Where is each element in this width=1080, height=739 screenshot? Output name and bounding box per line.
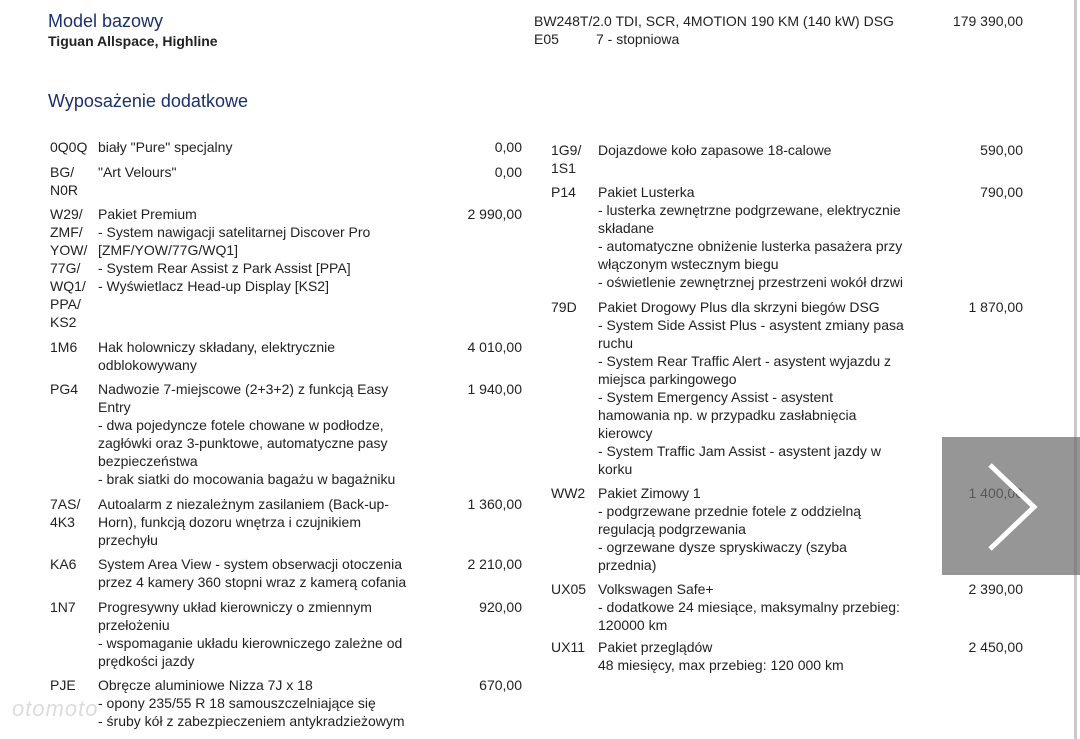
engine-line: BW248T/2.0 TDI, SCR, 4MOTION 190 KM (140 kW) DSG <box>534 13 894 29</box>
option-desc: System Area View - system obserwacji otoczenia przez 4 kamery 360 stopni wraz z kamerą cofania <box>98 556 407 590</box>
option-code: UX11 <box>551 639 585 655</box>
option-desc: Pakiet Premium - System nawigacji satelitarnej Discover Pro [ZMF/YOW/77G/WQ1] - System Rear Assist z Park Assist [PPA] - Wyświetlacz Head-up Display [KS2] <box>98 206 371 294</box>
option-desc: biały "Pure" specjalny <box>98 139 233 155</box>
option-desc: Obręcze aluminiowe Nizza 7J x 18 - opony 235/55 R 18 samouszczelniające się - śruby kół z zabezpieczeniem antykradzieżowym <box>98 677 405 729</box>
watermark: otomoto <box>12 696 99 721</box>
option-code: 1N7 <box>50 599 76 615</box>
option-price: 4 010,00 <box>467 339 522 355</box>
option-desc: "Art Velours" <box>98 164 177 180</box>
option-code: PG4 <box>50 381 79 397</box>
option-desc: Dojazdowe koło zapasowe 18-calowe <box>598 142 832 158</box>
option-price: 790,00 <box>980 184 1023 200</box>
option-price: 2 390,00 <box>968 581 1023 597</box>
option-desc: Pakiet Zimowy 1 - podgrzewane przednie fotele z oddzielną regulacją podgrzewania - ogrzewane dysze spryskiwaczy (szyba przednia) <box>598 485 862 573</box>
option-desc: Pakiet Lusterka - lusterka zewnętrzne podgrzewane, elektrycznie składane - automatyczne obniżenie lusterka pasażera przy włączonym wstecznym biegu - oświetlenie zewnętrznej przestrzeni wokół drzwi <box>598 184 904 290</box>
option-desc: Pakiet przeglądów 48 miesięcy, max przebieg: 120 000 km <box>598 639 844 673</box>
option-desc: Nadwozie 7-miejscowe (2+3+2) z funkcją Easy Entry - dwa pojedyncze fotele chowane w podłodze, zagłówki oraz 3-punktowe, automatyczne pasy bezpieczeństwa - brak siatki do mocowania bagażu w bagażniku <box>98 381 396 487</box>
option-code: 0Q0Q <box>50 139 88 155</box>
options-title: Wyposażenie dodatkowe <box>48 91 248 111</box>
model-name: Tiguan Allspace, Highline <box>48 33 218 49</box>
option-price: 0,00 <box>494 139 522 155</box>
option-price: 670,00 <box>479 677 522 693</box>
chevron-right-icon <box>942 437 1080 575</box>
option-price: 2 210,00 <box>467 556 522 572</box>
option-code: P14 <box>551 184 576 200</box>
option-price: 1 940,00 <box>467 381 522 397</box>
option-code: BG/ N0R <box>50 164 79 198</box>
page-edge <box>1074 0 1077 739</box>
option-price: 1 360,00 <box>467 496 522 512</box>
option-code: PJE <box>50 677 76 693</box>
option-price: 1 870,00 <box>968 299 1023 315</box>
option-code: W29/ ZMF/ YOW/ 77G/ WQ1/ PPA/ KS2 <box>50 206 88 330</box>
option-code: 1G9/ 1S1 <box>551 142 582 176</box>
option-price: 0,00 <box>494 164 522 180</box>
option-code: KA6 <box>50 556 77 572</box>
gearbox-code: E05 <box>534 31 559 47</box>
next-image-button[interactable] <box>942 437 1080 575</box>
option-desc: Volkswagen Safe+ - dodatkowe 24 miesiące, maksymalny przebieg: 120000 km <box>598 581 900 633</box>
option-desc: Progresywny układ kierowniczy o zmiennym przełożeniu - wspomaganie układu kierowniczego zależne od prędkości jazdy <box>98 599 403 669</box>
option-code: WW2 <box>551 485 586 501</box>
gearbox-desc: 7 - stopniowa <box>596 31 680 47</box>
option-desc: Autoalarm z niezależnym zasilaniem (Back-up- Horn), funkcją dozoru wnętrza i czujnikiem przechyłu <box>98 496 389 548</box>
option-desc: Pakiet Drogowy Plus dla skrzyni biegów DSG - System Side Assist Plus - asystent zmiany pasa ruchu - System Rear Traffic Alert - asystent wyjazdu z miejsca parkingowego - System Emergency Assist - asystent hamowania np. w przypadku zasłabnięcia kierowcy - System Traffic Jam Assist - asystent jazdy w korku <box>598 299 904 477</box>
option-price: 2 990,00 <box>467 206 522 222</box>
option-desc: Hak holowniczy składany, elektrycznie odblokowywany <box>98 339 336 373</box>
option-code: 79D <box>551 299 577 315</box>
option-code: UX05 <box>551 581 587 597</box>
option-code: 7AS/ 4K3 <box>50 496 81 530</box>
option-price: 590,00 <box>980 142 1023 158</box>
option-price: 920,00 <box>479 599 522 615</box>
base-price: 179 390,00 <box>952 13 1023 29</box>
base-model-title: Model bazowy <box>48 11 164 31</box>
option-code: 1M6 <box>50 339 78 355</box>
option-price: 2 450,00 <box>968 639 1023 655</box>
